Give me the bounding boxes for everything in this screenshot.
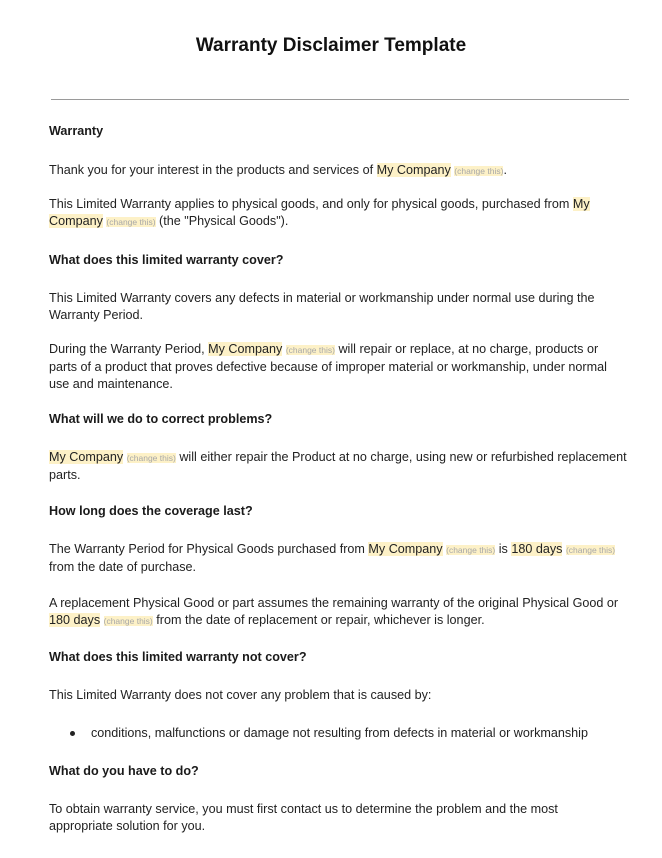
heading-cover: What does this limited warranty cover?	[49, 253, 284, 267]
paragraph-during	[49, 341, 629, 393]
text: from the date of replacement or repair, whichever is longer.	[152, 613, 485, 627]
paragraph-not-cover: This Limited Warranty does not cover any problem that is caused by:	[49, 688, 432, 702]
heading-warranty: Warranty	[49, 124, 104, 138]
paragraph-replacement	[49, 595, 629, 630]
paragraph-thanks	[49, 162, 629, 180]
text: Thank you for your interest in the products and services of	[49, 163, 377, 177]
text: will repair or replace, at no charge, products or parts of a product that proves defective because of improper material or workmanship, under normal use and maintenance.	[49, 342, 607, 391]
company-placeholder: My Company	[368, 542, 443, 556]
change-this-hint: (change this)	[285, 345, 335, 355]
days-placeholder: 180 days	[49, 613, 101, 627]
list-item-text: conditions, malfunctions or damage not resulting from defects in material or workmanship	[91, 726, 588, 740]
title-divider	[51, 99, 629, 100]
heading-correct: What will we do to correct problems?	[49, 412, 273, 426]
paragraph-applies	[49, 196, 629, 231]
paragraph-repair	[49, 449, 629, 484]
days-placeholder: 180 days	[511, 542, 563, 556]
text: A replacement Physical Good or part assumes the remaining warranty of the original Physical Good or	[49, 596, 619, 610]
company-placeholder: My Company	[208, 342, 283, 356]
company-placeholder: My Company	[376, 163, 451, 177]
page-title: Warranty Disclaimer Template	[195, 35, 467, 56]
text: .	[503, 163, 507, 177]
bullet-icon	[70, 731, 75, 736]
paragraph-period	[49, 541, 629, 576]
text: During the Warranty Period,	[49, 342, 209, 356]
text: This Limited Warranty applies to physical goods, and only for physical goods, purchased from	[49, 197, 573, 211]
change-this-hint: (change this)	[454, 166, 504, 176]
change-this-hint: (change this)	[565, 545, 616, 555]
company-placeholder: My Company	[49, 197, 590, 228]
change-this-hint: (change this)	[446, 545, 496, 555]
company-placeholder: My Company	[49, 450, 124, 464]
heading-what-to-do: What do you have to do?	[49, 764, 199, 778]
text: from the date of purchase.	[49, 560, 197, 574]
heading-not-cover: What does this limited warranty not cover?	[49, 650, 307, 664]
list-item	[70, 725, 630, 742]
paragraph-obtain: To obtain warranty service, you must first contact us to determine the problem and the most appropriate solution for you.	[49, 802, 558, 833]
text: (the "Physical Goods").	[155, 214, 289, 228]
change-this-hint: (change this)	[126, 453, 176, 463]
text: is	[495, 542, 512, 556]
paragraph-covers: This Limited Warranty covers any defects in material or workmanship under normal use during the Warranty Period.	[49, 291, 595, 322]
change-this-hint: (change this)	[106, 217, 156, 227]
change-this-hint: (change this)	[103, 616, 153, 626]
text: The Warranty Period for Physical Goods purchased from	[49, 542, 369, 556]
text: will either repair the Product at no charge, using new or refurbished replacement parts.	[49, 450, 627, 482]
heading-coverage: How long does the coverage last?	[49, 504, 253, 518]
